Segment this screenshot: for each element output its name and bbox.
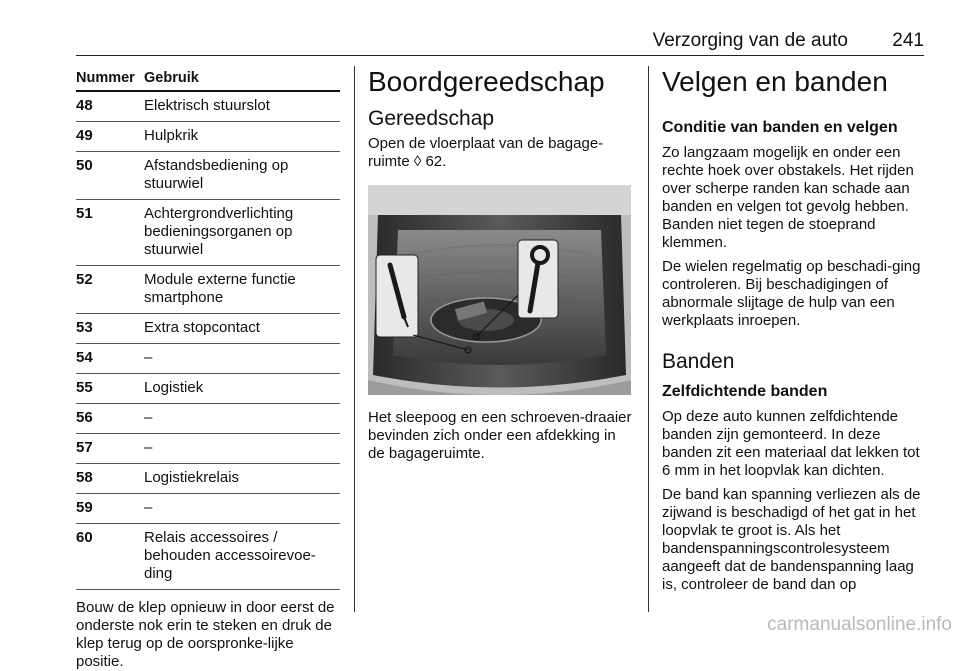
table-row (76, 122, 340, 152)
table-row (76, 524, 340, 590)
fuse-table-body (76, 92, 340, 590)
column-middle (368, 66, 632, 463)
wheels-heading: Velgen en banden (662, 66, 888, 97)
fuse-usage: – (144, 499, 153, 516)
reference-icon: ◊ (413, 153, 422, 170)
fuse-usage: Logistiekrelais (144, 469, 240, 486)
table-row (76, 200, 340, 266)
page-number: 241 (892, 30, 924, 51)
fuse-table-header (76, 66, 340, 92)
page-header (76, 30, 924, 56)
column-left (76, 66, 340, 671)
table-row (76, 266, 340, 314)
fuse-usage: Afstandsbediening op stuurwiel (144, 157, 289, 192)
column-divider-right (648, 66, 649, 612)
fuse-number: 60 (76, 529, 93, 546)
selfsealing-paragraph-1: Op deze auto kunnen zelfdichtende banden zijn gemonteerd. In deze banden zit een materiaal dat lekken tot 6 mm in het loopvlak kan dichten. (662, 408, 920, 479)
fuse-number: 59 (76, 499, 93, 516)
fuse-number: 49 (76, 127, 93, 144)
column-header-usage: Gebruik (144, 70, 199, 86)
header-rule (76, 55, 924, 56)
table-row (76, 464, 340, 494)
tools-intro: Open de vloerplaat van de bagage-ruimte ◊ 62. (368, 135, 604, 170)
table-row (76, 494, 340, 524)
fuse-usage: Hulpkrik (144, 127, 199, 144)
fuse-usage: – (144, 409, 153, 426)
fuse-number: 58 (76, 469, 93, 486)
fuse-usage: – (144, 349, 153, 366)
table-row (76, 314, 340, 344)
fuse-number: 52 (76, 271, 93, 288)
fuse-usage: Elektrisch stuurslot (144, 97, 270, 114)
table-row (76, 374, 340, 404)
condition-paragraph-2: De wielen regelmatig op beschadi-ging controleren. Bij beschadigingen of abnormale slijtage de hulp van een werkplaats inroepen. (662, 258, 921, 329)
reinstall-instructions: Bouw de klep opnieuw in door eerst de onderste nok erin te steken en druk de klep terug op de oorspronke-lijke positie. (76, 599, 335, 670)
table-row (76, 434, 340, 464)
fuse-number: 50 (76, 157, 93, 174)
tools-heading: Boordgereedschap (368, 66, 605, 97)
fuse-usage: Relais accessoires / behouden accessoirevoe-ding (144, 529, 316, 582)
watermark: carmanualsonline.info (767, 614, 952, 635)
table-row (76, 152, 340, 200)
selfsealing-paragraph-2: De band kan spanning verliezen als de zijwand is beschadigd of het gat in het loopvlak te groot is. Als het bandenspanningscontrolesysteem aangeeft dat de bandenspanning laag is, controleer de band dan op (662, 486, 921, 593)
tools-caption: Het sleepoog en een schroeven-draaier bevinden zich onder een afdekking in de bagageruimte. (368, 409, 632, 462)
fuse-usage: Extra stopcontact (144, 319, 260, 336)
fuse-number: 56 (76, 409, 93, 426)
column-divider-left (354, 66, 355, 612)
fuse-number: 54 (76, 349, 93, 366)
fuse-usage: – (144, 439, 153, 456)
section-title: Verzorging van de auto (652, 30, 848, 51)
fuse-number: 53 (76, 319, 93, 336)
condition-heading: Conditie van banden en velgen (662, 119, 898, 136)
reference-page: 62. (425, 153, 447, 170)
fuse-usage: Logistiek (144, 379, 204, 396)
tyres-heading: Banden (662, 350, 735, 373)
table-row (76, 344, 340, 374)
fuse-number: 55 (76, 379, 93, 396)
table-row (76, 92, 340, 122)
tools-subheading: Gereedschap (368, 107, 495, 130)
fuse-usage: Module externe functie smartphone (144, 271, 296, 306)
table-row (76, 404, 340, 434)
trunk-tools-photo (368, 185, 631, 395)
fuse-number: 48 (76, 97, 93, 114)
selfsealing-heading: Zelfdichtende banden (662, 383, 828, 400)
fuse-number: 51 (76, 205, 93, 222)
fuse-number: 57 (76, 439, 93, 456)
fuse-usage: Achtergrondverlichting bedieningsorganen op stuurwiel (144, 205, 294, 258)
condition-paragraph-1: Zo langzaam mogelijk en onder een rechte hoek over obstakels. Het rijden over scherpe randen kan schade aan banden en velgen tot gevolg hebben. Banden niet tegen de stoeprand klemmen. (662, 144, 914, 251)
column-header-number: Nummer (76, 70, 135, 86)
column-right (662, 66, 926, 600)
